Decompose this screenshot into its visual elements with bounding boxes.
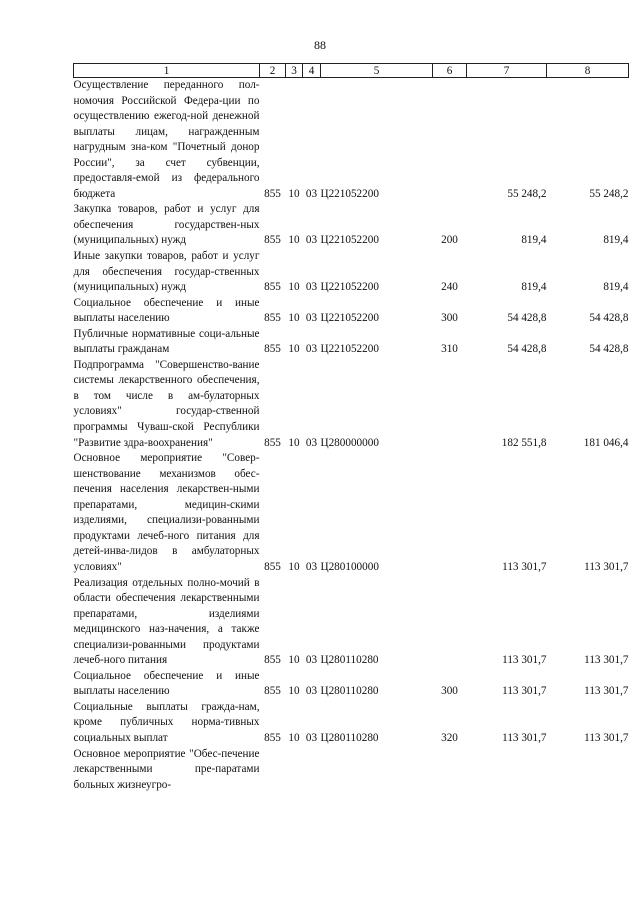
- col-header: 4: [303, 64, 321, 78]
- row-description: Осуществление переданного пол-номочия Российской Федера-ции по осуществлению ежегод-ной денежной выплаты лицам, награжденным нагрудным зна-ком "Почетный донор России", за счет субвенции, предоставля-емой из федерального бюджета: [73, 79, 260, 200]
- cell-c7: 113 301,7: [502, 685, 547, 698]
- row-description: Социальное обеспечение и иные выплаты населению: [73, 296, 260, 325]
- col-header: 1: [74, 64, 260, 78]
- cell-c8: 54 428,8: [589, 343, 629, 356]
- cell-c7: 113 301,7: [502, 560, 547, 573]
- cell-c6: 300: [441, 685, 458, 698]
- cell-c8: 113 301,7: [584, 560, 629, 573]
- cell-c5: Ц221052200: [320, 343, 379, 356]
- page-number: 88: [314, 38, 326, 52]
- col-header: 8: [547, 64, 629, 78]
- cell-c3: [286, 747, 303, 794]
- cell-c7: [467, 747, 547, 794]
- cell-c8: 819,4: [603, 281, 629, 294]
- cell-c8: 113 301,7: [584, 731, 629, 744]
- cell-c4: 03: [305, 234, 318, 247]
- row-description: Иные закупки товаров, работ и услуг для обеспечения государ-ственных (муниципальных) нужд: [73, 250, 260, 294]
- table-row: [74, 747, 629, 794]
- cell-c3: 10: [288, 731, 300, 744]
- cell-c5: Ц280100000: [320, 560, 379, 573]
- cell-c4: 03: [305, 654, 318, 667]
- cell-c3: 10: [288, 281, 300, 294]
- cell-c6: 200: [441, 234, 458, 247]
- col-header: 3: [286, 64, 303, 78]
- cell-c5: Ц221052200: [320, 312, 379, 325]
- cell-c6: 310: [441, 343, 458, 356]
- cell-c4: 03: [305, 312, 318, 325]
- cell-c2: [260, 747, 286, 794]
- cell-c7: 54 428,8: [507, 312, 547, 325]
- table-row: [74, 700, 629, 747]
- header-row: [74, 64, 629, 78]
- cell-c7: 55 248,2: [507, 187, 547, 200]
- cell-c7: 113 301,7: [502, 654, 547, 667]
- cell-c3: 10: [288, 436, 300, 449]
- cell-c6: [433, 747, 467, 794]
- cell-c4: 03: [305, 187, 318, 200]
- cell-c2: 855: [264, 560, 281, 573]
- cell-c2: 855: [264, 234, 281, 247]
- cell-c2: 855: [264, 312, 281, 325]
- cell-c7: 819,4: [521, 234, 547, 247]
- budget-table: [73, 63, 629, 793]
- cell-c5: Ц221052200: [320, 234, 379, 247]
- cell-c6: 320: [441, 731, 458, 744]
- col-header: 7: [467, 64, 547, 78]
- cell-c5: Ц280110280: [320, 685, 379, 698]
- table-row: [74, 576, 629, 669]
- cell-c6: 240: [441, 281, 458, 294]
- cell-c5: Ц221052200: [320, 281, 379, 294]
- table-row: [74, 669, 629, 700]
- col-header: 6: [433, 64, 467, 78]
- cell-c7: 54 428,8: [507, 343, 547, 356]
- cell-c8: 55 248,2: [589, 187, 629, 200]
- cell-c2: 855: [264, 685, 281, 698]
- table-row: [74, 327, 629, 358]
- cell-c6: [433, 451, 467, 575]
- cell-c3: 10: [288, 685, 300, 698]
- table-row: [74, 78, 629, 203]
- cell-c7: 819,4: [521, 281, 547, 294]
- cell-c8: 54 428,8: [589, 312, 629, 325]
- cell-c4: 03: [305, 560, 318, 573]
- cell-c5: [321, 747, 433, 794]
- cell-c7: 113 301,7: [502, 731, 547, 744]
- table-row: [74, 296, 629, 327]
- cell-c5: Ц221052200: [320, 187, 379, 200]
- cell-c6: 300: [441, 312, 458, 325]
- cell-c2: 855: [264, 436, 281, 449]
- cell-c3: 10: [288, 343, 300, 356]
- cell-c8: 819,4: [603, 234, 629, 247]
- cell-c6: [433, 358, 467, 451]
- cell-c2: 855: [264, 187, 281, 200]
- row-description: Основное мероприятие "Совер-шенствование механизмов обес-печения населения лекарствен-ными препаратами, медицин-скими изделиями, специализи-рованными продуктами лечеб-ного питания для детей-инва-лидов в амбулаторных условиях": [73, 452, 260, 573]
- cell-c2: 855: [264, 281, 281, 294]
- row-description: Публичные нормативные соци-альные выплаты гражданам: [73, 327, 260, 356]
- row-description: Социальное обеспечение и иные выплаты населению: [73, 669, 260, 698]
- cell-c5: Ц280110280: [320, 731, 379, 744]
- cell-c3: 10: [288, 187, 300, 200]
- cell-c4: 03: [305, 685, 318, 698]
- cell-c5: Ц280000000: [320, 436, 379, 449]
- cell-c3: 10: [288, 654, 300, 667]
- table-row: [74, 451, 629, 575]
- cell-c2: 855: [264, 731, 281, 744]
- col-header: 5: [321, 64, 433, 78]
- row-description: Подпрограмма "Совершенство-вание системы лекарственного обеспечения, в том числе в ам-булаторных условиях" государ-ственной программы Чуваш-ской Республики "Развитие здра-воохранения": [73, 358, 260, 449]
- cell-c7: 182 551,8: [501, 436, 547, 449]
- cell-c3: 10: [288, 560, 300, 573]
- table-row: [74, 358, 629, 451]
- cell-c8: 181 046,4: [583, 436, 629, 449]
- row-description: Закупка товаров, работ и услуг для обеспечения государствен-ных (муниципальных) нужд: [73, 203, 260, 247]
- cell-c4: [303, 747, 321, 794]
- table-row: [74, 249, 629, 296]
- cell-c6: [433, 78, 467, 203]
- table-row: [74, 202, 629, 249]
- cell-c8: [547, 747, 629, 794]
- cell-c8: 113 301,7: [584, 654, 629, 667]
- cell-c8: 113 301,7: [584, 685, 629, 698]
- cell-c6: [433, 576, 467, 669]
- cell-c4: 03: [305, 731, 318, 744]
- row-description: Основное мероприятие "Обес-печение лекарственными пре-паратами больных жизнеугро-: [73, 747, 260, 791]
- row-description: Реализация отдельных полно-мочий в области обеспечения лекарственными препаратами, изделиями медицинского наз-начения, а также специализи-рованными продуктами лечеб-ного питания: [73, 576, 260, 667]
- cell-c3: 10: [288, 312, 300, 325]
- row-description: Социальные выплаты гражда-нам, кроме публичных норма-тивных социальных выплат: [73, 700, 260, 744]
- cell-c4: 03: [305, 281, 318, 294]
- cell-c4: 03: [305, 436, 318, 449]
- cell-c4: 03: [305, 343, 318, 356]
- cell-c5: Ц280110280: [320, 654, 379, 667]
- col-header: 2: [260, 64, 286, 78]
- cell-c2: 855: [264, 654, 281, 667]
- cell-c3: 10: [288, 234, 300, 247]
- cell-c2: 855: [264, 343, 281, 356]
